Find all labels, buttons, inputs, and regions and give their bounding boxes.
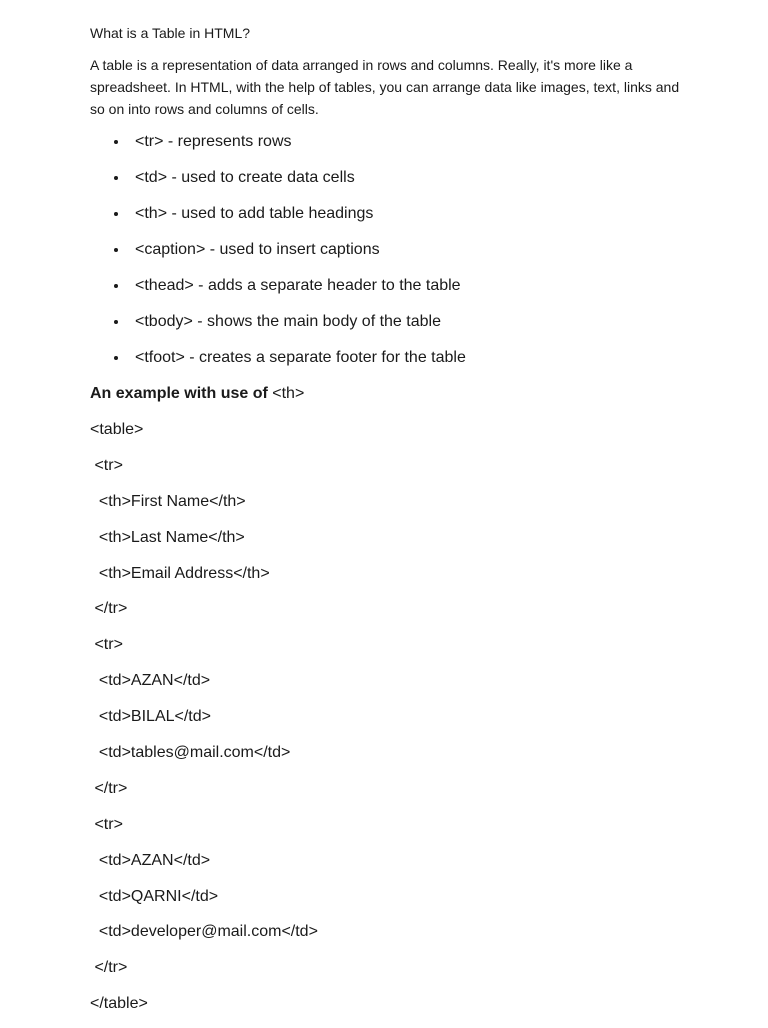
code-line: <tr>	[90, 815, 123, 833]
example-heading-code: <th>	[272, 385, 305, 402]
example-heading-text: An example with use of	[90, 385, 268, 402]
code-line: <td>AZAN</td>	[90, 672, 211, 690]
example-heading	[90, 382, 304, 406]
list-item: <caption> - used to insert captions	[90, 238, 466, 274]
code-line: <td>developer@mail.com</td>	[90, 923, 318, 941]
tag-list	[90, 130, 466, 382]
code-line: <td>QARNI</td>	[90, 887, 219, 905]
code-line: </tr>	[90, 779, 128, 797]
code-line: <td>AZAN</td>	[90, 851, 211, 869]
code-line: </tr>	[90, 600, 128, 618]
list-item: <thead> - adds a separate header to the table	[90, 274, 466, 310]
list-item: <tr> - represents rows	[90, 130, 466, 166]
list-item: <td> - used to create data cells	[90, 166, 466, 202]
list-item: <th> - used to add table headings	[90, 202, 466, 238]
code-line: <th>Last Name</th>	[90, 528, 245, 546]
intro-paragraph: A table is a representation of data arranged in rows and columns. Really, it's more like a spreadsheet. In HTML, with the help of tables, you can arrange data like images, text, links and so on into rows and columns of cells.	[90, 57, 680, 117]
list-item: <tfoot> - creates a separate footer for the table	[90, 346, 466, 382]
code-line: <th>Email Address</th>	[90, 564, 270, 582]
code-line: <td>tables@mail.com</td>	[90, 744, 291, 762]
code-line: </tr>	[90, 959, 128, 977]
code-line: <td>BILAL</td>	[90, 708, 211, 726]
list-item: <tbody> - shows the main body of the table	[90, 310, 466, 346]
code-line: <th>First Name</th>	[90, 492, 246, 510]
code-line: <tr>	[90, 456, 123, 474]
code-line: </table>	[90, 995, 148, 1013]
code-example	[90, 418, 318, 1028]
code-line: <tr>	[90, 636, 123, 654]
code-line: <table>	[90, 421, 144, 438]
page-title: What is a Table in HTML?	[90, 25, 251, 41]
